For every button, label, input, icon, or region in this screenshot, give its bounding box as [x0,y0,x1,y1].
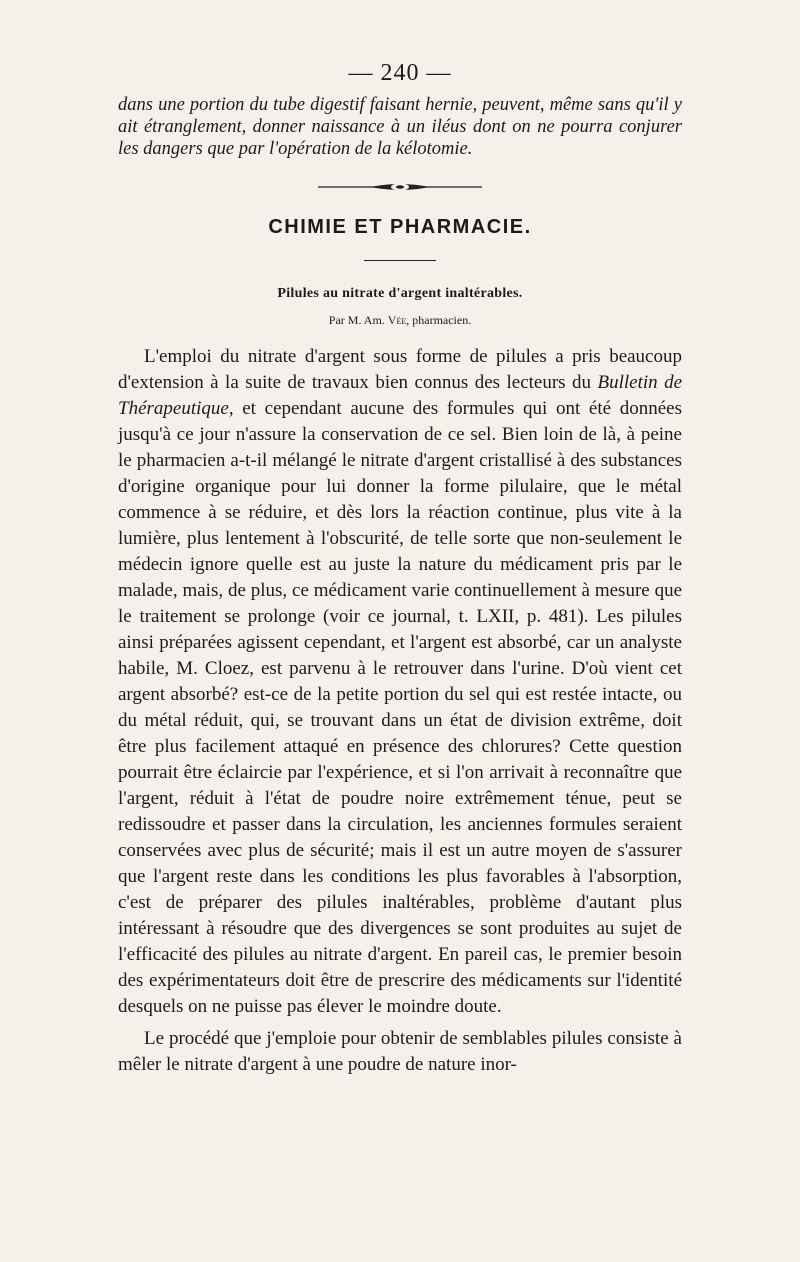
ornamental-divider [318,182,482,192]
paragraph-1-part-2: , et cependant aucune des formules qui ont été données jusqu'à ce jour n'assure la conservation de ce sel. Bien loin de là, à peine le pharmacien a-t-il mélangé le nitrate d'argent cristallisé à des substances d'origine organique pour lui donner la forme pilulaire, que le métal commence à se réduire, et dès lors la réaction continue, plus vite à la lumière, plus lentement à l'obscurité, de telle sorte que non-seulement le médecin ignore quelle est au juste la nature du médicament pris par le malade, mais, de plus, ce médicament varie continuellement à mesure que le traitement se prolonge (voir ce journal, t. LXII, p. 481). Les pilules ainsi préparées agissent cependant, et l'argent est absorbé, car un analyste habile, M. Cloez, est parvenu à le retrouver dans l'urine. D'où vient cet argent absorbé? est-ce de la petite portion du sel qui est restée intacte, ou du métal réduit, qui, se trouvant dans un état de division extrême, doit être plus facilement attaqué en présence des chlorures? Cette question pourrait être éclaircie par l'expérience, et si l'on arrivait à reconnaître que l'argent, réduit à l'état de poudre noire extrêmement ténue, peut se redissoudre et passer dans la circulation, les anciennes formules seraient conservées avec plus de sécurité; mais il est un autre moyen de s'assurer que l'argent reste dans les conditions les plus favorables à l'absorption, c'est de préparer des pilules inaltérables, problème d'autant plus intéressant à résoudre que des divergences se sont produites au sujet de l'efficacité des pilules au nitrate d'argent. En pareil cas, le premier besoin des expérimentateurs doit être de prescrire des médicaments sur l'identité desquels on ne puisse pas élever le moindre doute. [118,398,682,1017]
book-page [118,58,682,1078]
author-suffix: , pharmacien. [406,313,472,327]
page-number: — 240 — [348,60,452,86]
body-paragraph-2: Le procédé que j'emploie pour obtenir de semblables pilules consiste à mêler le nitrate d'argent à une poudre de nature inor- [118,1028,682,1075]
author-name: Vée [387,313,407,327]
paragraph-1-part-1: L'emploi du nitrate d'argent sous forme de pilules a pris beaucoup d'extension à la suite de travaux bien connus des lecteurs du [118,346,682,393]
section-title: CHIMIE ET PHARMACIE. [268,216,532,238]
intro-paragraph: dans une portion du tube digestif faisant hernie, peuvent, même sans qu'il y ait étranglement, donner naissance à un iléus dont on ne pourra conjurer les dangers que par l'opération de la kélotomie. [118,95,682,159]
section-rule [364,260,436,261]
article-title: Pilules au nitrate d'argent inaltérables. [277,286,523,301]
journal-title: Bulletin de Thérapeutique [118,372,682,419]
body-paragraph-1 [118,344,682,1020]
article-author [118,312,682,328]
author-prefix: Par M. Am. [328,313,385,327]
